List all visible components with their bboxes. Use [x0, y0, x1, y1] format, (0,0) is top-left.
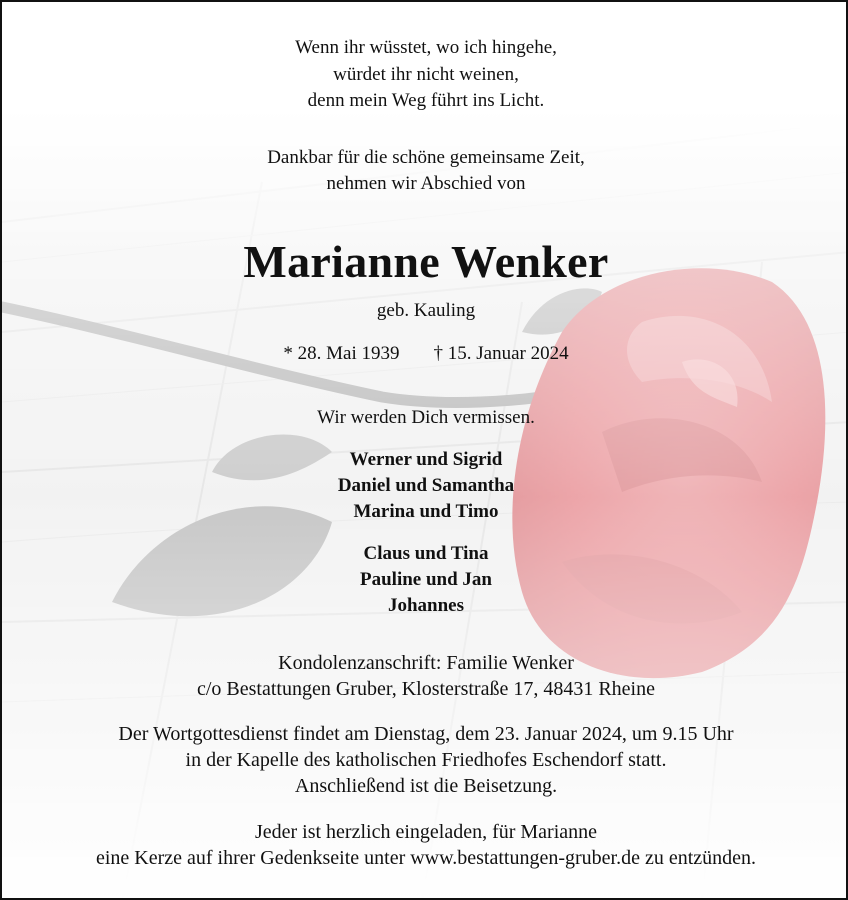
family-member: Pauline und Jan: [360, 569, 492, 590]
verse-line-2: würdet ihr nicht weinen,: [333, 64, 519, 85]
intro-line-1: Dankbar für die schöne gemeinsame Zeit,: [267, 147, 585, 168]
family-member: Johannes: [387, 595, 465, 616]
condolence-line-1: Kondolenzanschrift: Familie Wenker: [278, 652, 574, 674]
service-line-2: in der Kapelle des katholischen Friedhofes Eschendorf statt.: [185, 749, 667, 771]
intro-line-2: nehmen wir Abschied von: [326, 173, 526, 194]
family-member: Marina und Timo: [353, 501, 499, 522]
verse-line-1: Wenn ihr wüsstet, wo ich hingehe,: [295, 37, 557, 58]
verse-line-3: denn mein Weg führt ins Licht.: [307, 90, 545, 111]
birth-name: geb. Kauling: [376, 300, 476, 321]
deceased-name: Marianne Wenker: [243, 236, 609, 287]
family-member: Daniel und Samantha: [337, 475, 515, 496]
farewell-text: Wir werden Dich vermissen.: [317, 407, 535, 428]
invitation-line-2: eine Kerze auf ihrer Gedenkseite unter www.bestattungen-gruber.de zu entzünden.: [95, 847, 757, 869]
life-dates: [2, 341, 848, 367]
service-line-3: Anschließend ist die Beisetzung.: [294, 775, 558, 797]
family-member: Werner und Sigrid: [349, 449, 503, 470]
death-date: † 15. Januar 2024: [433, 343, 569, 364]
obituary-text: [2, 2, 848, 900]
service-line-1: Der Wortgottesdienst findet am Dienstag, dem 23. Januar 2024, um 9.15 Uhr: [118, 723, 734, 745]
invitation-line-1: Jeder ist herzlich eingeladen, für Marianne: [254, 821, 598, 843]
birth-date: * 28. Mai 1939: [283, 343, 400, 364]
family-member: Claus und Tina: [363, 543, 489, 564]
condolence-line-2: c/o Bestattungen Gruber, Klosterstraße 17, 48431 Rheine: [197, 678, 655, 700]
